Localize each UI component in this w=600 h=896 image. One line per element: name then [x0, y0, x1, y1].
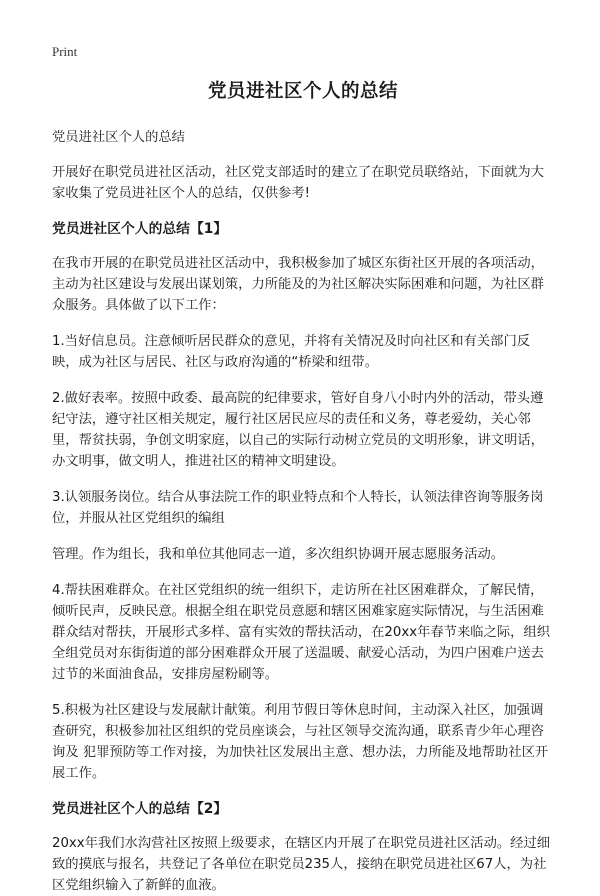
section-paragraph: 在我市开展的在职党员进社区活动中，我积极参加了城区东街社区开展的各项活动，主动为社区建设与发展出谋划策，力所能及的为社区解决实际困难和问题，为社区群众服务。具体做了以下工作： [52, 256, 544, 313]
section-heading: 党员进社区个人的总结【2】 [52, 801, 228, 817]
section-paragraph: 1.当好信息员。注意倾听居民群众的意见，并将有关情况及时向社区和有关部门反映，成为社区与居民、社区与政府沟通的“桥梁和纽带。 [52, 334, 531, 370]
print-link[interactable]: Print [52, 44, 78, 59]
section-paragraph: 4.帮扶困难群众。在社区党组织的统一组织下，走访所在社区困难群众，了解民情，倾听民声，反映民意。根据全组在职党员意愿和辖区困难家庭实际情况，与生活困难群众结对帮扶，开展形式多样、富有实效的帮扶活动，在20xx年春节来临之际，组织全组党员对东街街道的部分困难群众开展了送温暖、献爱心活动，为四户困难户送去过节的米面油食品，安排房屋粉刷等。 [52, 583, 551, 682]
section-paragraph: 3.认领服务岗位。结合从事法院工作的职业特点和个人特长，认领法律咨询等服务岗位，并服从社区党组织的编组 [52, 490, 544, 526]
document-subtitle: 党员进社区个人的总结 [52, 130, 185, 145]
section-paragraph: 5.积极为社区建设与发展献计献策。利用节假日等休息时间，主动深入社区，加强调查研究，积极参加社区组织的党员座谈会，与社区领导交流沟通，联系青少年心理咨询及 犯罪预防等工作对接，为加快社区发展出主意、想办法，力所能及地帮助社区开展工作。 [52, 703, 549, 781]
intro-paragraph: 开展好在职党员进社区活动，社区党支部适时的建立了在职党员联络站，下面就为大家收集了党员进社区个人的总结，仅供参考! [52, 165, 544, 201]
section-paragraph: 2.做好表率。按照中政委、最高院的纪律要求，管好自身八小时内外的活动，带头遵纪守法，遵守社区相关规定，履行社区居民应尽的责任和义务，尊老爱幼，关心邻里，帮贫扶弱，争创文明家庭，以自己的实际行动树立党员的文明形象，讲文明话，办文明事，做文明人，推进社区的精神文明建设。 [52, 391, 544, 469]
section-paragraph: 管理。作为组长，我和单位其他同志一道，多次组织协调开展志愿服务活动。 [52, 547, 505, 562]
page-title: 党员进社区个人的总结 [207, 81, 398, 102]
section-paragraph: 20xx年我们水沟营社区按照上级要求，在辖区内开展了在职党员进社区活动。经过细致的摸底与报名，共登记了各单位在职党员235人，接纳在职党员进社区67人，为社区党组织输入了新鲜的血液。 [52, 836, 551, 893]
section-heading: 党员进社区个人的总结【1】 [52, 221, 228, 237]
